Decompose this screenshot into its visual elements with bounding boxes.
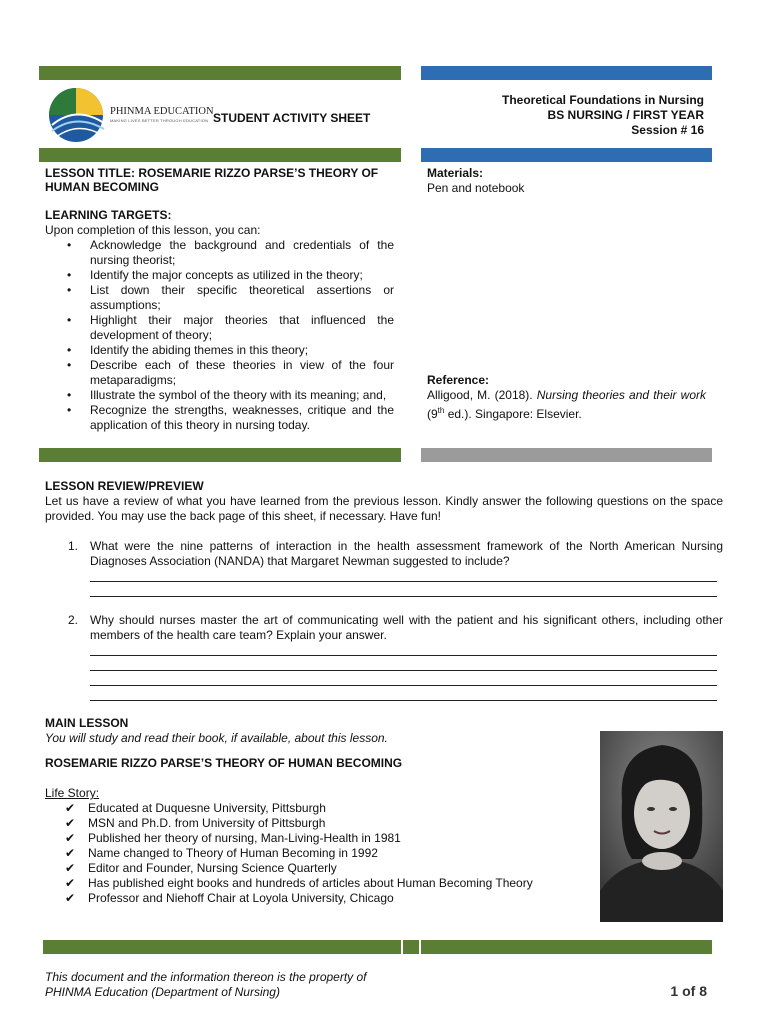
reference-publisher: ed.). Singapore: Elsevier. [447, 407, 582, 421]
list-item-text: Educated at Duquesne University, Pittsburgh [88, 801, 326, 815]
targets-heading: LEARNING TARGETS: [45, 208, 172, 222]
list-item [43, 846, 585, 861]
footer-ownership [45, 970, 367, 1000]
reference-book-title: Nursing theories and their work [536, 388, 706, 402]
list-item-text: Published her theory of nursing, Man-Living-Health in 1981 [88, 831, 401, 845]
footer-line2: PHINMA Education (Department of Nursing) [45, 985, 280, 999]
footer-bar-green-left [43, 940, 401, 954]
reference-edition: (9 [427, 407, 438, 421]
header-bar-blue [421, 66, 712, 80]
question-1 [0, 539, 723, 569]
question-text: What were the nine patterns of interaction in the health assessment framework of the North American Nursing Diagnoses Association (NANDA) that Margaret Newman suggested to include? [90, 539, 723, 568]
checkmark-icon: ✔ [65, 801, 76, 815]
main-lesson-subtitle: You will study and read their book, if available, about this lesson. [45, 731, 388, 745]
list-item [43, 861, 585, 876]
lesson-bar-green [39, 148, 401, 162]
lesson-title-line1: LESSON TITLE: ROSEMARIE RIZZO PARSE’S THEORY OF [45, 166, 379, 180]
lesson-title [45, 166, 394, 194]
review-section [45, 479, 723, 524]
targets-bar-green [39, 448, 401, 462]
reference-bar-gray [421, 448, 712, 462]
question-number: 2. [68, 613, 79, 627]
question-number: 1. [68, 539, 79, 553]
checkmark-icon: ✔ [65, 816, 76, 830]
parse-portrait-photo [600, 731, 723, 922]
logo-tagline: MAKING LIVES BETTER THROUGH EDUCATION [110, 118, 209, 123]
answer-line[interactable] [90, 581, 717, 582]
materials-bar-blue [421, 148, 712, 162]
lesson-column [45, 166, 394, 433]
list-item-text: Name changed to Theory of Human Becoming in 1992 [88, 846, 378, 860]
answer-line[interactable] [90, 670, 717, 671]
materials-heading: Materials: [427, 166, 484, 180]
lesson-title-line2: HUMAN BECOMING [45, 180, 159, 194]
review-intro: Let us have a review of what you have learned from the previous lesson. Kindly answer the following questions on the space provided. You may use the back page of this sheet, if necessary. Have fun! [45, 494, 723, 523]
list-item: • List down their specific theoretical assertions or assumptions; [45, 283, 394, 313]
list-item-text: MSN and Ph.D. from University of Pittsburgh [88, 816, 326, 830]
list-item: • Illustrate the symbol of the theory with its meaning; and, [45, 388, 394, 403]
reference-author: Alligood, M. (2018). [427, 388, 533, 402]
list-item [43, 876, 585, 891]
reference-section [427, 373, 706, 422]
answer-line[interactable] [90, 596, 717, 597]
list-item: • Identify the major concepts as utilized in the theory; [45, 268, 394, 283]
list-item [43, 831, 585, 846]
materials-section [427, 166, 707, 196]
answer-line[interactable] [90, 700, 717, 701]
list-item [43, 891, 585, 906]
life-story-label: Life Story: [45, 786, 100, 800]
list-item: • Acknowledge the background and credentials of the nursing theorist; [45, 238, 394, 268]
list-item-text: Editor and Founder, Nursing Science Quarterly [88, 861, 337, 875]
footer-line1: This document and the information thereon is the property of [45, 970, 367, 984]
list-item-text: Professor and Niehoff Chair at Loyola University, Chicago [88, 891, 394, 905]
course-info [502, 93, 704, 138]
page-number: 1 of 8 [670, 983, 707, 999]
checkmark-icon: ✔ [65, 846, 76, 860]
checkmark-icon: ✔ [65, 891, 76, 905]
materials-text: Pen and notebook [427, 181, 525, 195]
course-name: Theoretical Foundations in Nursing [501, 93, 704, 107]
checkmark-icon: ✔ [65, 831, 76, 845]
main-lesson [45, 716, 585, 906]
answer-line[interactable] [90, 655, 717, 656]
logo-name: PHINMA EDUCATION [110, 106, 214, 117]
list-item-text: Has published eight books and hundreds of articles about Human Becoming Theory [88, 876, 533, 890]
targets-list [45, 238, 394, 433]
reference-heading: Reference: [427, 373, 490, 387]
checkmark-icon: ✔ [65, 861, 76, 875]
main-lesson-heading: MAIN LESSON [45, 716, 129, 730]
sheet-title: STUDENT ACTIVITY SHEET [213, 111, 371, 125]
life-story-list [43, 801, 585, 906]
header-bar-green [39, 66, 401, 80]
answer-line[interactable] [90, 685, 717, 686]
list-item [43, 801, 585, 816]
reference-edition-sup: th [437, 406, 445, 415]
footer-bar-green-right [421, 940, 712, 954]
footer-bar-green-mid [403, 940, 419, 954]
program-name: BS NURSING / FIRST YEAR [547, 108, 704, 122]
session-number: Session # 16 [631, 123, 704, 137]
review-heading: LESSON REVIEW/PREVIEW [45, 479, 204, 493]
theory-heading: ROSEMARIE RIZZO PARSE’S THEORY OF HUMAN BECOMING [45, 756, 403, 770]
question-2 [0, 613, 723, 643]
question-text: Why should nurses master the art of communicating well with the patient and his significant others, including other members of the health care team? Explain your answer. [90, 613, 723, 642]
list-item: • Highlight their major theories that influenced the development of theory; [45, 313, 394, 343]
list-item: • Recognize the strengths, weaknesses, critique and the application of this theory in nursing today. [45, 403, 394, 433]
list-item [43, 816, 585, 831]
targets-intro: Upon completion of this lesson, you can: [45, 223, 261, 237]
reference-citation [427, 388, 706, 422]
list-item: • Identify the abiding themes in this theory; [45, 343, 394, 358]
phinma-logo [46, 85, 108, 145]
checkmark-icon: ✔ [65, 876, 76, 890]
list-item: • Describe each of these theories in view of the four metaparadigms; [45, 358, 394, 388]
